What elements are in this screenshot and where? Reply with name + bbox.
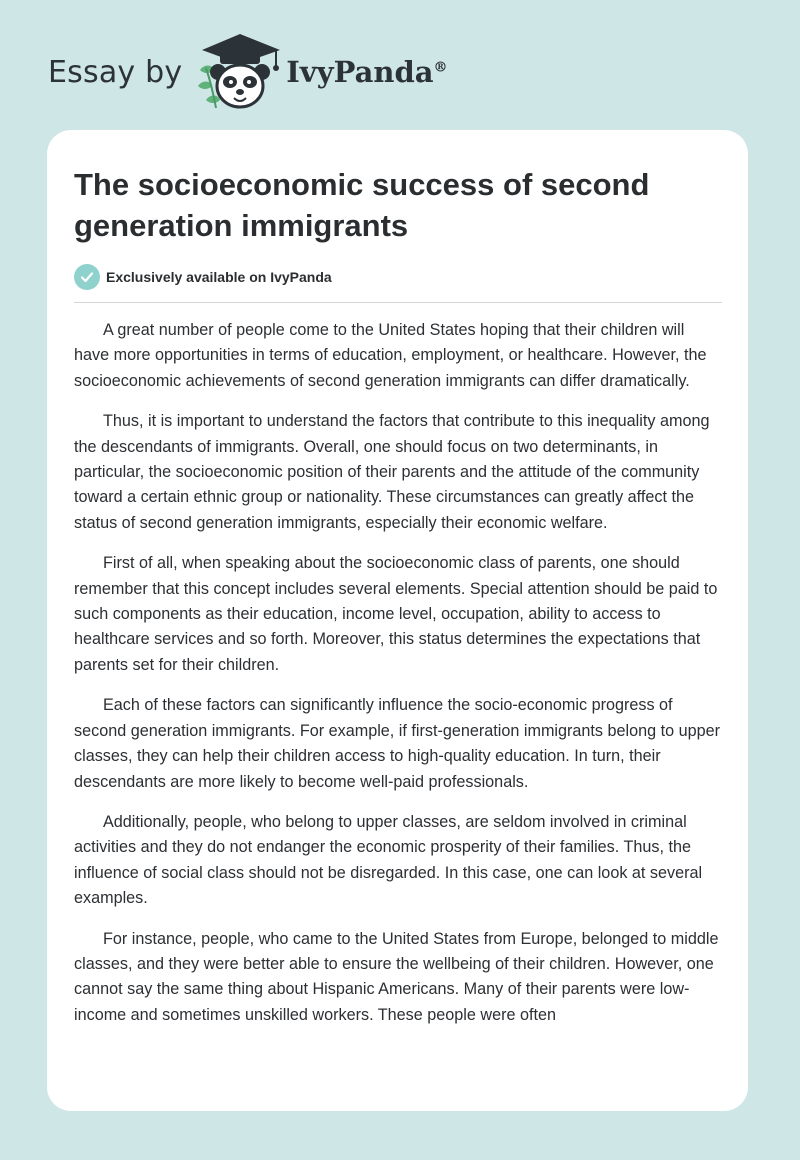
essay-card xyxy=(47,130,748,1111)
check-icon xyxy=(74,264,100,290)
brand-prefix: Essay by xyxy=(48,54,183,90)
divider xyxy=(74,302,722,303)
paragraph: Thus, it is important to understand the factors that contribute to this inequality among the descendants of immigrants. Overall, one should focus on two determinants, in particular, the socioeconomic position of their parents and the attitude of the community toward a certain ethnic group or nationality. These circumstances can greatly affect the status of second generation immigrants, especially their economic welfare. xyxy=(74,412,710,532)
essay-title: The socioeconomic success of second generation immigrants xyxy=(74,167,650,243)
ivypanda-logo-icon xyxy=(196,30,284,114)
paragraph: A great number of people come to the United States hoping that their children will have more opportunities in terms of education, employment, or healthcare. However, the socioeconomic achievements of second generation immigrants can differ dramatically. xyxy=(74,321,707,390)
paragraph: Additionally, people, who belong to upper classes, are seldom involved in criminal activities and they do not endanger the economic prosperity of their families. Thus, the influence of social class should not be disregarded. In this case, one can look at several examples. xyxy=(74,812,703,908)
paragraph: Each of these factors can significantly influence the socio-economic progress of second generation immigrants. For example, if first-generation immigrants belong to upper classes, they can help their children access to high-quality education. In turn, their descendants are more likely to become well-paid professionals. xyxy=(74,696,721,791)
essay-body xyxy=(74,318,722,1043)
exclusive-badge xyxy=(74,264,332,290)
badge-label: Exclusively available on IvyPanda xyxy=(106,269,332,285)
paragraph: For instance, people, who came to the United States from Europe, belonged to middle classes, and they were better able to ensure the wellbeing of their children. However, one cannot say the same thing about Hispanic Americans. Many of their parents were low-income and sometimes unskilled workers. These people were often xyxy=(74,929,719,1024)
paragraph: First of all, when speaking about the socioeconomic class of parents, one should remember that this concept includes several elements. Special attention should be paid to such components as their education, income level, occupation, ability to access to healthcare services and so forth. Moreover, this status determines the expectations that parents set for their children. xyxy=(74,554,718,674)
brand-header[interactable] xyxy=(48,30,448,114)
brand-name: IvyPanda® xyxy=(286,55,448,89)
